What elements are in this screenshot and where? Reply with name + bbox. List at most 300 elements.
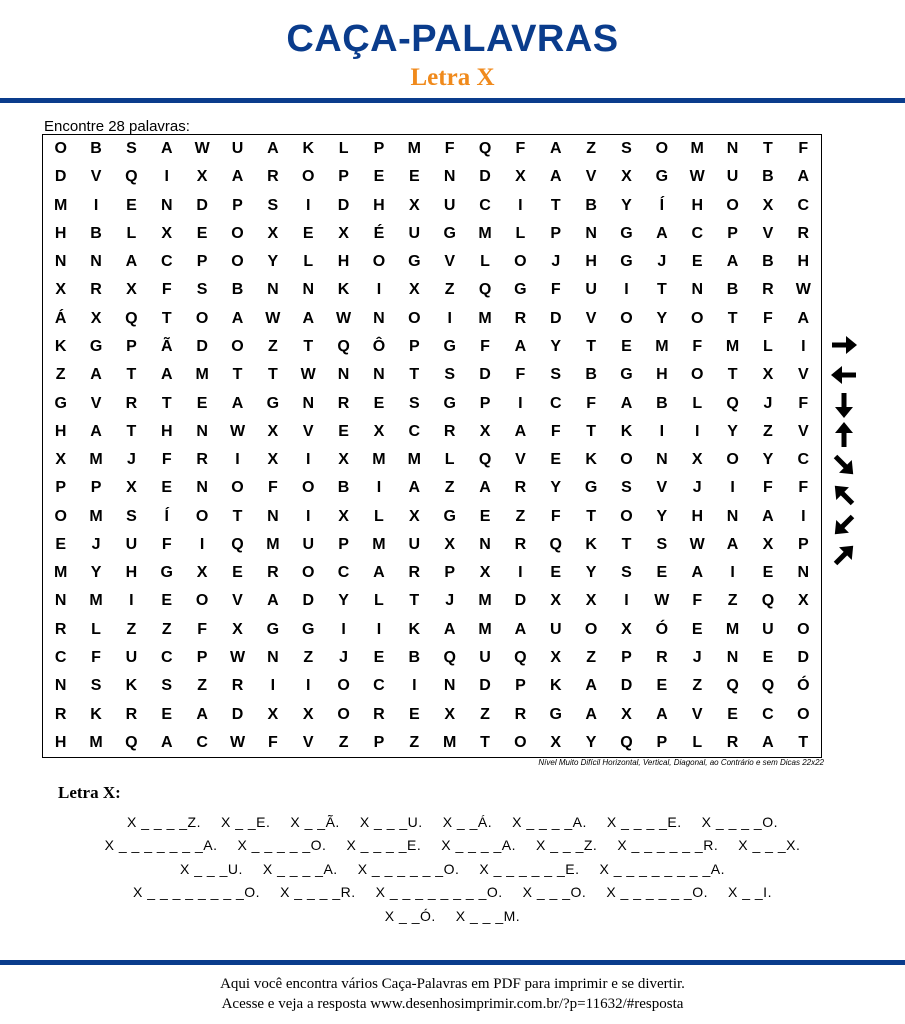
grid-cell[interactable]: S bbox=[161, 677, 173, 695]
grid-cell[interactable]: Á bbox=[54, 309, 67, 327]
grid-cell[interactable]: T bbox=[586, 338, 597, 356]
grid-cell[interactable]: F bbox=[161, 281, 172, 299]
grid-cell[interactable]: I bbox=[129, 592, 134, 610]
grid-cell[interactable]: F bbox=[444, 140, 455, 158]
grid-cell[interactable]: O bbox=[655, 140, 669, 158]
grid-cell[interactable]: S bbox=[621, 564, 632, 582]
grid-cell[interactable]: P bbox=[550, 224, 562, 242]
grid-cell[interactable]: N bbox=[373, 309, 385, 327]
grid-cell[interactable]: X bbox=[338, 224, 349, 242]
grid-cell[interactable]: L bbox=[126, 224, 137, 242]
footer-line-2[interactable]: Acesse e veja a resposta www.desenhosimprimir.com.br/?p=11632/#resposta bbox=[221, 996, 684, 1012]
grid-cell[interactable]: O bbox=[231, 338, 244, 356]
grid-cell[interactable]: Q bbox=[620, 733, 633, 751]
grid-cell[interactable]: M bbox=[54, 196, 68, 214]
grid-cell[interactable]: T bbox=[621, 535, 632, 553]
grid-cell[interactable]: X bbox=[267, 705, 279, 723]
grid-cell[interactable]: A bbox=[514, 422, 527, 440]
grid-cell[interactable]: X bbox=[161, 224, 173, 242]
grid-cell[interactable]: U bbox=[302, 535, 314, 553]
grid-cell[interactable]: H bbox=[160, 422, 173, 440]
grid-cell[interactable]: I bbox=[376, 281, 382, 299]
grid-cell[interactable]: M bbox=[54, 564, 68, 582]
grid-cell[interactable]: S bbox=[621, 479, 632, 497]
grid-cell[interactable]: Y bbox=[338, 592, 349, 610]
grid-cell[interactable]: T bbox=[303, 338, 314, 356]
grid-cell[interactable]: T bbox=[267, 366, 278, 384]
grid-cell[interactable]: Y bbox=[585, 564, 597, 582]
grid-cell[interactable]: F bbox=[161, 451, 172, 469]
grid-cell[interactable]: I bbox=[659, 422, 665, 440]
grid-cell[interactable]: D bbox=[797, 649, 810, 667]
grid-cell[interactable]: Z bbox=[267, 338, 278, 356]
grid-cell[interactable]: C bbox=[160, 649, 173, 667]
grid-cell[interactable]: N bbox=[797, 564, 810, 582]
grid-cell[interactable]: M bbox=[372, 451, 386, 469]
grid-cell[interactable]: N bbox=[160, 196, 173, 214]
grid-cell[interactable]: N bbox=[267, 281, 279, 299]
grid-cell[interactable]: L bbox=[374, 592, 384, 610]
grid-cell[interactable]: L bbox=[374, 507, 384, 525]
grid-cell[interactable]: X bbox=[621, 168, 632, 186]
grid-cell[interactable]: O bbox=[620, 451, 633, 469]
grid-cell[interactable]: G bbox=[655, 168, 669, 186]
grid-cell[interactable]: S bbox=[196, 281, 208, 299]
grid-cell[interactable]: I bbox=[518, 564, 523, 582]
grid-cell[interactable]: H bbox=[373, 196, 385, 214]
grid-cell[interactable]: L bbox=[444, 451, 455, 469]
grid-cell[interactable]: X bbox=[302, 705, 314, 723]
grid-cell[interactable]: P bbox=[444, 564, 455, 582]
grid-cell[interactable]: P bbox=[232, 196, 243, 214]
grid-cell[interactable]: A bbox=[514, 338, 527, 356]
grid-cell[interactable]: X bbox=[621, 620, 632, 638]
grid-cell[interactable]: I bbox=[376, 479, 382, 497]
grid-cell[interactable]: R bbox=[267, 168, 279, 186]
grid-cell[interactable]: H bbox=[656, 366, 668, 384]
grid-cell[interactable]: S bbox=[621, 140, 632, 158]
grid-cell[interactable]: F bbox=[550, 422, 561, 440]
grid-cell[interactable]: X bbox=[55, 451, 67, 469]
grid-cell[interactable]: I bbox=[305, 451, 311, 469]
grid-cell[interactable]: V bbox=[515, 451, 526, 469]
grid-cell[interactable]: F bbox=[763, 309, 773, 327]
grid-cell[interactable]: T bbox=[409, 592, 420, 610]
grid-cell[interactable]: S bbox=[444, 366, 455, 384]
grid-cell[interactable]: C bbox=[549, 394, 562, 412]
grid-cell[interactable]: M bbox=[690, 140, 704, 158]
grid-cell[interactable]: X bbox=[55, 281, 67, 299]
grid-cell[interactable]: F bbox=[692, 592, 703, 610]
grid-cell[interactable]: A bbox=[160, 366, 173, 384]
grid-cell[interactable]: T bbox=[126, 422, 137, 440]
grid-cell[interactable]: P bbox=[621, 649, 632, 667]
grid-cell[interactable]: Q bbox=[478, 281, 492, 299]
grid-cell[interactable]: K bbox=[302, 140, 314, 158]
grid-cell[interactable]: B bbox=[762, 253, 774, 271]
grid-cell[interactable]: V bbox=[444, 253, 455, 271]
grid-cell[interactable]: U bbox=[479, 649, 491, 667]
grid-cell[interactable]: R bbox=[90, 281, 102, 299]
grid-cell[interactable]: Q bbox=[125, 168, 138, 186]
grid-cell[interactable]: X bbox=[196, 564, 208, 582]
grid-cell[interactable]: F bbox=[161, 535, 172, 553]
grid-cell[interactable]: Y bbox=[762, 451, 774, 469]
grid-cell[interactable]: X bbox=[196, 168, 208, 186]
grid-cell[interactable]: J bbox=[692, 649, 702, 667]
grid-cell[interactable]: W bbox=[265, 309, 281, 327]
grid-cell[interactable]: D bbox=[231, 705, 244, 723]
grid-cell[interactable]: S bbox=[550, 366, 562, 384]
grid-cell[interactable]: A bbox=[762, 507, 774, 525]
grid-cell[interactable]: V bbox=[90, 394, 102, 412]
grid-cell[interactable]: E bbox=[550, 564, 562, 582]
grid-cell[interactable]: X bbox=[267, 422, 279, 440]
grid-cell[interactable]: G bbox=[160, 564, 173, 582]
grid-cell[interactable]: Ã bbox=[160, 338, 173, 356]
grid-cell[interactable]: A bbox=[408, 479, 421, 497]
grid-cell[interactable]: G bbox=[514, 281, 527, 299]
grid-cell[interactable]: S bbox=[90, 677, 102, 695]
grid-cell[interactable]: R bbox=[54, 705, 67, 723]
grid-cell[interactable]: P bbox=[196, 649, 208, 667]
grid-cell[interactable]: O bbox=[408, 309, 421, 327]
grid-cell[interactable]: C bbox=[373, 677, 385, 695]
grid-cell[interactable]: E bbox=[373, 649, 385, 667]
grid-cell[interactable]: N bbox=[443, 168, 456, 186]
grid-cell[interactable]: S bbox=[126, 507, 137, 525]
grid-cell[interactable]: O bbox=[54, 507, 67, 525]
grid-cell[interactable]: A bbox=[549, 140, 562, 158]
grid-cell[interactable]: Q bbox=[761, 677, 775, 695]
grid-cell[interactable]: V bbox=[585, 168, 597, 186]
grid-cell[interactable]: W bbox=[689, 168, 705, 186]
grid-cell[interactable]: V bbox=[691, 705, 703, 723]
grid-cell[interactable]: A bbox=[373, 564, 385, 582]
grid-cell[interactable]: H bbox=[125, 564, 138, 582]
grid-cell[interactable]: Z bbox=[515, 507, 526, 525]
grid-cell[interactable]: D bbox=[549, 309, 562, 327]
grid-cell[interactable]: I bbox=[235, 451, 240, 469]
grid-cell[interactable]: X bbox=[479, 422, 491, 440]
grid-cell[interactable]: F bbox=[798, 140, 809, 158]
grid-cell[interactable]: P bbox=[196, 253, 208, 271]
grid-cell[interactable]: L bbox=[480, 253, 490, 271]
grid-cell[interactable]: J bbox=[551, 253, 561, 271]
grid-cell[interactable]: Z bbox=[586, 649, 597, 667]
grid-cell[interactable]: W bbox=[229, 733, 246, 751]
grid-cell[interactable]: S bbox=[126, 140, 137, 158]
grid-cell[interactable]: M bbox=[89, 592, 103, 610]
grid-cell[interactable]: K bbox=[90, 705, 102, 723]
grid-cell[interactable]: M bbox=[725, 620, 740, 638]
grid-cell[interactable]: F bbox=[515, 366, 526, 384]
grid-cell[interactable]: O bbox=[195, 309, 209, 327]
grid-cell[interactable]: R bbox=[514, 705, 527, 723]
grid-cell[interactable]: M bbox=[407, 451, 421, 469]
grid-cell[interactable]: X bbox=[621, 705, 632, 723]
grid-cell[interactable]: U bbox=[443, 196, 456, 214]
grid-cell[interactable]: R bbox=[125, 705, 138, 723]
grid-cell[interactable]: I bbox=[730, 479, 735, 497]
grid-cell[interactable]: E bbox=[161, 479, 173, 497]
grid-cell[interactable]: E bbox=[126, 196, 137, 214]
grid-cell[interactable]: R bbox=[797, 224, 810, 242]
grid-cell[interactable]: H bbox=[797, 253, 810, 271]
grid-cell[interactable]: C bbox=[408, 422, 421, 440]
grid-cell[interactable]: P bbox=[373, 140, 385, 158]
grid-cell[interactable]: N bbox=[726, 649, 739, 667]
grid-cell[interactable]: O bbox=[620, 507, 633, 525]
grid-cell[interactable]: K bbox=[408, 620, 421, 638]
grid-cell[interactable]: E bbox=[408, 168, 420, 186]
grid-cell[interactable]: V bbox=[585, 309, 597, 327]
grid-cell[interactable]: O bbox=[690, 309, 704, 327]
grid-cell[interactable]: L bbox=[763, 338, 773, 356]
grid-cell[interactable]: K bbox=[125, 677, 138, 695]
grid-cell[interactable]: A bbox=[90, 422, 102, 440]
grid-cell[interactable]: X bbox=[762, 366, 774, 384]
grid-cell[interactable]: P bbox=[338, 535, 349, 553]
grid-cell[interactable]: L bbox=[91, 620, 101, 638]
grid-cell[interactable]: Z bbox=[126, 620, 137, 638]
grid-cell[interactable]: D bbox=[479, 168, 491, 186]
grid-cell[interactable]: U bbox=[125, 649, 138, 667]
grid-cell[interactable]: O bbox=[195, 592, 209, 610]
grid-cell[interactable]: I bbox=[624, 592, 629, 610]
grid-cell[interactable]: N bbox=[54, 592, 67, 610]
grid-cell[interactable]: G bbox=[408, 253, 421, 271]
grid-cell[interactable]: C bbox=[797, 196, 810, 214]
grid-cell[interactable]: T bbox=[161, 394, 172, 412]
grid-cell[interactable]: M bbox=[89, 733, 103, 751]
grid-cell[interactable]: O bbox=[584, 620, 598, 638]
grid-cell[interactable]: C bbox=[54, 649, 67, 667]
grid-cell[interactable]: D bbox=[337, 196, 350, 214]
grid-cell[interactable]: J bbox=[763, 394, 773, 412]
grid-cell[interactable]: X bbox=[408, 281, 420, 299]
grid-cell[interactable]: Q bbox=[478, 140, 492, 158]
grid-cell[interactable]: J bbox=[657, 253, 667, 271]
grid-cell[interactable]: X bbox=[479, 564, 491, 582]
grid-cell[interactable]: Z bbox=[197, 677, 208, 695]
grid-cell[interactable]: I bbox=[801, 507, 806, 525]
grid-cell[interactable]: A bbox=[90, 366, 102, 384]
grid-cell[interactable]: E bbox=[762, 649, 774, 667]
grid-cell[interactable]: D bbox=[620, 677, 633, 695]
grid-cell[interactable]: O bbox=[301, 479, 315, 497]
grid-cell[interactable]: I bbox=[93, 196, 99, 214]
grid-cell[interactable]: B bbox=[90, 224, 102, 242]
grid-cell[interactable]: E bbox=[621, 338, 632, 356]
grid-cell[interactable]: N bbox=[479, 535, 491, 553]
grid-cell[interactable]: A bbox=[797, 168, 810, 186]
grid-cell[interactable]: G bbox=[620, 253, 633, 271]
grid-cell[interactable]: B bbox=[656, 394, 668, 412]
grid-cell[interactable]: P bbox=[515, 677, 526, 695]
grid-cell[interactable]: G bbox=[443, 224, 456, 242]
grid-cell[interactable]: M bbox=[478, 224, 492, 242]
grid-cell[interactable]: G bbox=[443, 394, 456, 412]
grid-cell[interactable]: G bbox=[620, 224, 633, 242]
grid-cell[interactable]: P bbox=[55, 479, 67, 497]
grid-cell[interactable]: E bbox=[550, 451, 562, 469]
grid-cell[interactable]: P bbox=[408, 338, 420, 356]
grid-cell[interactable]: H bbox=[54, 733, 67, 751]
grid-cell[interactable]: Y bbox=[550, 479, 562, 497]
grid-cell[interactable]: M bbox=[655, 338, 669, 356]
grid-cell[interactable]: B bbox=[90, 140, 102, 158]
grid-cell[interactable]: L bbox=[692, 733, 703, 751]
grid-cell[interactable]: E bbox=[373, 168, 385, 186]
grid-cell[interactable]: F bbox=[550, 281, 561, 299]
grid-cell[interactable]: N bbox=[585, 224, 597, 242]
grid-cell[interactable]: F bbox=[692, 338, 703, 356]
grid-cell[interactable]: E bbox=[196, 394, 208, 412]
grid-cell[interactable]: J bbox=[339, 649, 349, 667]
grid-cell[interactable]: T bbox=[409, 366, 420, 384]
grid-cell[interactable]: E bbox=[338, 422, 349, 440]
grid-cell[interactable]: J bbox=[692, 479, 702, 497]
grid-cell[interactable]: V bbox=[232, 592, 243, 610]
grid-cell[interactable]: W bbox=[689, 535, 705, 553]
grid-cell[interactable]: M bbox=[89, 451, 103, 469]
grid-cell[interactable]: H bbox=[54, 224, 67, 242]
grid-cell[interactable]: W bbox=[300, 366, 316, 384]
grid-cell[interactable]: X bbox=[797, 592, 809, 610]
grid-cell[interactable]: A bbox=[160, 140, 173, 158]
grid-cell[interactable]: V bbox=[656, 479, 668, 497]
grid-cell[interactable]: M bbox=[478, 592, 492, 610]
grid-cell[interactable]: R bbox=[373, 705, 385, 723]
grid-cell[interactable]: M bbox=[407, 140, 421, 158]
grid-cell[interactable]: Ô bbox=[372, 338, 386, 356]
grid-cell[interactable]: C bbox=[797, 451, 810, 469]
grid-cell[interactable]: I bbox=[305, 677, 311, 695]
grid-cell[interactable]: Q bbox=[443, 649, 456, 667]
grid-cell[interactable]: Z bbox=[692, 677, 703, 695]
grid-cell[interactable]: Q bbox=[726, 677, 739, 695]
grid-cell[interactable]: F bbox=[267, 479, 278, 497]
grid-cell[interactable]: U bbox=[231, 140, 244, 158]
grid-cell[interactable]: N bbox=[373, 366, 385, 384]
grid-cell[interactable]: L bbox=[515, 224, 526, 242]
grid-cell[interactable]: X bbox=[762, 535, 774, 553]
grid-cell[interactable]: S bbox=[656, 535, 668, 553]
grid-cell[interactable]: N bbox=[337, 366, 350, 384]
grid-cell[interactable]: W bbox=[336, 309, 352, 327]
grid-cell[interactable]: F bbox=[586, 394, 597, 412]
grid-cell[interactable]: O bbox=[620, 309, 633, 327]
grid-cell[interactable]: X bbox=[338, 451, 349, 469]
grid-cell[interactable]: D bbox=[479, 366, 491, 384]
grid-cell[interactable]: E bbox=[656, 564, 668, 582]
grid-cell[interactable]: G bbox=[266, 620, 280, 638]
grid-cell[interactable]: A bbox=[691, 564, 703, 582]
grid-cell[interactable]: Z bbox=[586, 140, 597, 158]
grid-cell[interactable]: O bbox=[797, 705, 810, 723]
grid-cell[interactable]: T bbox=[232, 366, 243, 384]
grid-cell[interactable]: O bbox=[726, 196, 739, 214]
grid-cell[interactable]: O bbox=[301, 564, 315, 582]
grid-cell[interactable]: N bbox=[302, 281, 314, 299]
grid-cell[interactable]: N bbox=[267, 649, 279, 667]
grid-cell[interactable]: É bbox=[373, 224, 385, 242]
grid-cell[interactable]: C bbox=[762, 705, 774, 723]
grid-cell[interactable]: N bbox=[267, 507, 279, 525]
grid-cell[interactable]: K bbox=[620, 422, 633, 440]
grid-cell[interactable]: T bbox=[550, 196, 561, 214]
grid-cell[interactable]: Z bbox=[444, 479, 455, 497]
grid-cell[interactable]: I bbox=[624, 281, 629, 299]
grid-cell[interactable]: E bbox=[762, 564, 774, 582]
grid-cell[interactable]: I bbox=[199, 535, 205, 553]
grid-cell[interactable]: V bbox=[302, 733, 314, 751]
grid-cell[interactable]: T bbox=[798, 733, 809, 751]
grid-cell[interactable]: I bbox=[694, 422, 700, 440]
grid-cell[interactable]: R bbox=[726, 733, 739, 751]
grid-cell[interactable]: Y bbox=[656, 309, 668, 327]
grid-cell[interactable]: Y bbox=[90, 564, 102, 582]
grid-cell[interactable]: U bbox=[585, 281, 597, 299]
grid-cell[interactable]: Q bbox=[514, 649, 527, 667]
grid-cell[interactable]: X bbox=[373, 422, 385, 440]
grid-cell[interactable]: V bbox=[797, 366, 809, 384]
grid-cell[interactable]: R bbox=[762, 281, 774, 299]
grid-cell[interactable]: A bbox=[160, 733, 173, 751]
grid-cell[interactable]: X bbox=[444, 535, 455, 553]
grid-cell[interactable]: O bbox=[231, 253, 244, 271]
grid-cell[interactable]: X bbox=[90, 309, 102, 327]
grid-cell[interactable]: W bbox=[795, 281, 811, 299]
grid-cell[interactable]: X bbox=[550, 733, 562, 751]
grid-cell[interactable]: X bbox=[691, 451, 703, 469]
grid-cell[interactable]: X bbox=[232, 620, 243, 638]
grid-cell[interactable]: O bbox=[301, 168, 315, 186]
grid-cell[interactable]: O bbox=[231, 224, 244, 242]
grid-cell[interactable]: R bbox=[267, 564, 279, 582]
grid-cell[interactable]: B bbox=[337, 479, 350, 497]
grid-cell[interactable]: N bbox=[443, 677, 456, 695]
grid-cell[interactable]: R bbox=[408, 564, 421, 582]
grid-cell[interactable]: W bbox=[654, 592, 670, 610]
grid-cell[interactable]: T bbox=[727, 366, 738, 384]
grid-cell[interactable]: W bbox=[194, 140, 210, 158]
grid-cell[interactable]: I bbox=[270, 677, 276, 695]
grid-cell[interactable]: E bbox=[302, 224, 314, 242]
grid-cell[interactable]: A bbox=[585, 705, 597, 723]
grid-cell[interactable]: E bbox=[479, 507, 491, 525]
grid-cell[interactable]: T bbox=[126, 366, 137, 384]
grid-cell[interactable]: O bbox=[372, 253, 386, 271]
grid-cell[interactable]: U bbox=[408, 535, 421, 553]
grid-cell[interactable]: A bbox=[302, 309, 314, 327]
grid-cell[interactable]: Q bbox=[125, 309, 138, 327]
grid-cell[interactable]: P bbox=[373, 733, 385, 751]
grid-cell[interactable]: X bbox=[267, 451, 279, 469]
grid-cell[interactable]: K bbox=[585, 535, 597, 553]
grid-cell[interactable]: F bbox=[480, 338, 490, 356]
grid-cell[interactable]: A bbox=[726, 535, 739, 553]
grid-cell[interactable]: I bbox=[341, 620, 346, 638]
grid-cell[interactable]: T bbox=[161, 309, 172, 327]
grid-cell[interactable]: E bbox=[691, 620, 703, 638]
grid-cell[interactable]: X bbox=[408, 196, 420, 214]
grid-cell[interactable]: N bbox=[196, 479, 208, 497]
grid-cell[interactable]: M bbox=[372, 535, 386, 553]
grid-cell[interactable]: Y bbox=[585, 733, 597, 751]
grid-cell[interactable]: Q bbox=[549, 535, 562, 553]
